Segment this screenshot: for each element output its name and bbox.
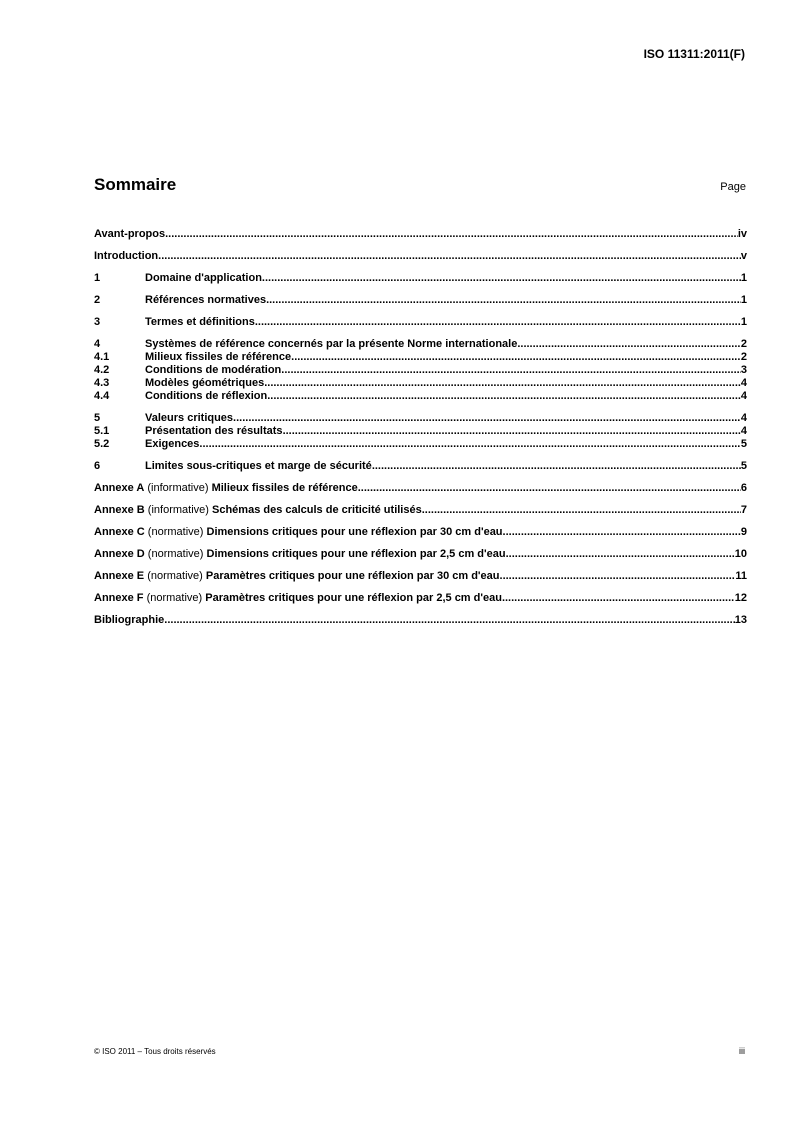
annex-label: Annexe D — [94, 548, 145, 560]
toc-page-number: 4 — [740, 390, 747, 402]
toc-entry-title: Bibliographie — [94, 614, 165, 626]
annex-type: (normative) — [144, 548, 207, 560]
toc-entry[interactable] — [94, 271, 747, 285]
toc-entry[interactable] — [94, 503, 747, 517]
toc-page-number: 1 — [740, 316, 747, 328]
toc-page-number: 4 — [740, 425, 747, 437]
toc-page-number: 13 — [734, 614, 747, 626]
annex-type: (normative) — [144, 570, 206, 582]
toc-entry[interactable] — [94, 315, 747, 329]
toc-entry[interactable] — [94, 591, 747, 605]
annex-label: Annexe B — [94, 504, 145, 516]
dot-leader — [517, 337, 741, 351]
annex-type: (normative) — [144, 526, 207, 538]
section-number: 2 — [94, 294, 101, 306]
toc-page-number: 4 — [740, 377, 747, 389]
toc-entry[interactable] — [94, 249, 747, 263]
annex-type: (informative) — [144, 504, 212, 516]
toc-page-number: 6 — [740, 482, 747, 494]
toc-entry-title: Valeurs critiques — [145, 412, 234, 424]
annex-label: Annexe C — [94, 526, 145, 538]
annex-title: Milieux fissiles de référence — [211, 482, 358, 494]
toc-entry[interactable] — [94, 613, 747, 627]
toc-page-number: 1 — [740, 272, 747, 284]
section-number: 1 — [94, 272, 101, 284]
section-number: 4 — [94, 338, 101, 350]
toc-page-number: 9 — [740, 526, 747, 538]
dot-leader — [291, 350, 741, 364]
dot-leader — [264, 376, 741, 390]
page-number: iii — [739, 1046, 745, 1056]
dot-leader — [358, 481, 741, 495]
toc-page-number: 5 — [740, 460, 747, 472]
toc-entry[interactable] — [94, 411, 747, 425]
section-number: 4.4 — [94, 390, 110, 402]
document-id-header: ISO 11311:2011(F) — [643, 47, 745, 61]
dot-leader — [165, 227, 738, 241]
toc-entry[interactable] — [94, 424, 747, 438]
dot-leader — [199, 437, 740, 451]
toc-entry-title — [94, 569, 500, 583]
toc-entry[interactable] — [94, 227, 747, 241]
annex-title: Paramètres critiques pour une réflexion par 2,5 cm d'eau — [205, 592, 502, 604]
toc-page-number: iv — [737, 228, 747, 240]
toc-entry-title — [94, 591, 502, 605]
toc-entry-title: Présentation des résultats — [145, 425, 283, 437]
toc-entry[interactable] — [94, 376, 747, 390]
toc-entry-title — [94, 547, 506, 561]
toc-entry-title: Domaine d'application — [145, 272, 262, 284]
toc-page-number: 7 — [740, 504, 747, 516]
toc-page-number: 2 — [740, 351, 747, 363]
dot-leader — [158, 249, 741, 263]
section-number: 4.2 — [94, 364, 110, 376]
annex-title: Dimensions critiques pour une réflexion par 2,5 cm d'eau — [206, 548, 506, 560]
dot-leader — [372, 459, 741, 473]
dot-leader — [266, 293, 741, 307]
toc-entry[interactable] — [94, 525, 747, 539]
toc-entry[interactable] — [94, 337, 747, 351]
dot-leader — [233, 411, 741, 425]
toc-entry[interactable] — [94, 389, 747, 403]
toc-page-number: v — [740, 250, 747, 262]
toc-page-number: 4 — [740, 412, 747, 424]
dot-leader — [267, 389, 741, 403]
toc-entry-title: Conditions de modération — [145, 364, 282, 376]
toc-entry-title: Milieux fissiles de référence — [145, 351, 292, 363]
toc-entry-title: Introduction — [94, 250, 159, 262]
section-number: 5.2 — [94, 438, 110, 450]
annex-label: Annexe E — [94, 570, 145, 582]
section-number: 6 — [94, 460, 101, 472]
dot-leader — [422, 503, 741, 517]
toc-entry[interactable] — [94, 547, 747, 561]
toc-page-number: 11 — [735, 570, 747, 582]
toc-entry[interactable] — [94, 459, 747, 473]
toc-entry-title — [94, 503, 422, 517]
annex-label: Annexe F — [94, 592, 144, 604]
copyright-footer: © ISO 2011 – Tous droits réservés — [94, 1047, 216, 1056]
toc-entry[interactable] — [94, 481, 747, 495]
toc-entry[interactable] — [94, 569, 747, 583]
toc-entry[interactable] — [94, 293, 747, 307]
dot-leader — [164, 613, 734, 627]
page-column-label: Page — [720, 181, 746, 193]
toc-page-number: 10 — [734, 548, 747, 560]
toc-entry-title: Limites sous-critiques et marge de sécurité — [145, 460, 372, 472]
toc-entry-title: Avant-propos — [94, 228, 166, 240]
dot-leader — [281, 363, 741, 377]
toc-page-number: 2 — [740, 338, 747, 350]
toc-page-number: 3 — [740, 364, 747, 376]
toc-entry[interactable] — [94, 363, 747, 377]
dot-leader — [506, 547, 735, 561]
toc-entry-title: Systèmes de référence concernés par la présente Norme internationale — [145, 338, 518, 350]
toc-entry[interactable] — [94, 350, 747, 364]
annex-label: Annexe A — [94, 482, 145, 494]
section-number: 4.1 — [94, 351, 110, 363]
dot-leader — [503, 525, 741, 539]
toc-entry-title — [94, 525, 503, 539]
annex-title: Dimensions critiques pour une réflexion par 30 cm d'eau — [206, 526, 503, 538]
toc-page-number: 1 — [740, 294, 747, 306]
annex-title: Paramètres critiques pour une réflexion par 30 cm d'eau — [205, 570, 500, 582]
dot-leader — [255, 315, 741, 329]
dot-leader — [262, 271, 741, 285]
toc-page-number: 5 — [740, 438, 747, 450]
annex-title: Schémas des calculs de criticité utilisés — [212, 504, 422, 516]
dot-leader — [500, 569, 736, 583]
section-number: 5.1 — [94, 425, 110, 437]
toc-entry[interactable] — [94, 437, 747, 451]
toc-page-number: 12 — [734, 592, 747, 604]
toc-entry-title: Références normatives — [145, 294, 267, 306]
section-number: 3 — [94, 316, 101, 328]
section-number: 5 — [94, 412, 101, 424]
toc-entry-title: Conditions de réflexion — [145, 390, 268, 402]
toc-entry-title — [94, 481, 358, 495]
dot-leader — [502, 591, 735, 605]
annex-type: (informative) — [144, 482, 212, 494]
annex-type: (normative) — [143, 592, 206, 604]
toc-entry-title: Exigences — [145, 438, 200, 450]
toc-entry-title: Termes et définitions — [145, 316, 255, 328]
dot-leader — [283, 424, 741, 438]
page-title: Sommaire — [94, 175, 177, 194]
section-number: 4.3 — [94, 377, 110, 389]
toc-entry-title: Modèles géométriques — [145, 377, 265, 389]
